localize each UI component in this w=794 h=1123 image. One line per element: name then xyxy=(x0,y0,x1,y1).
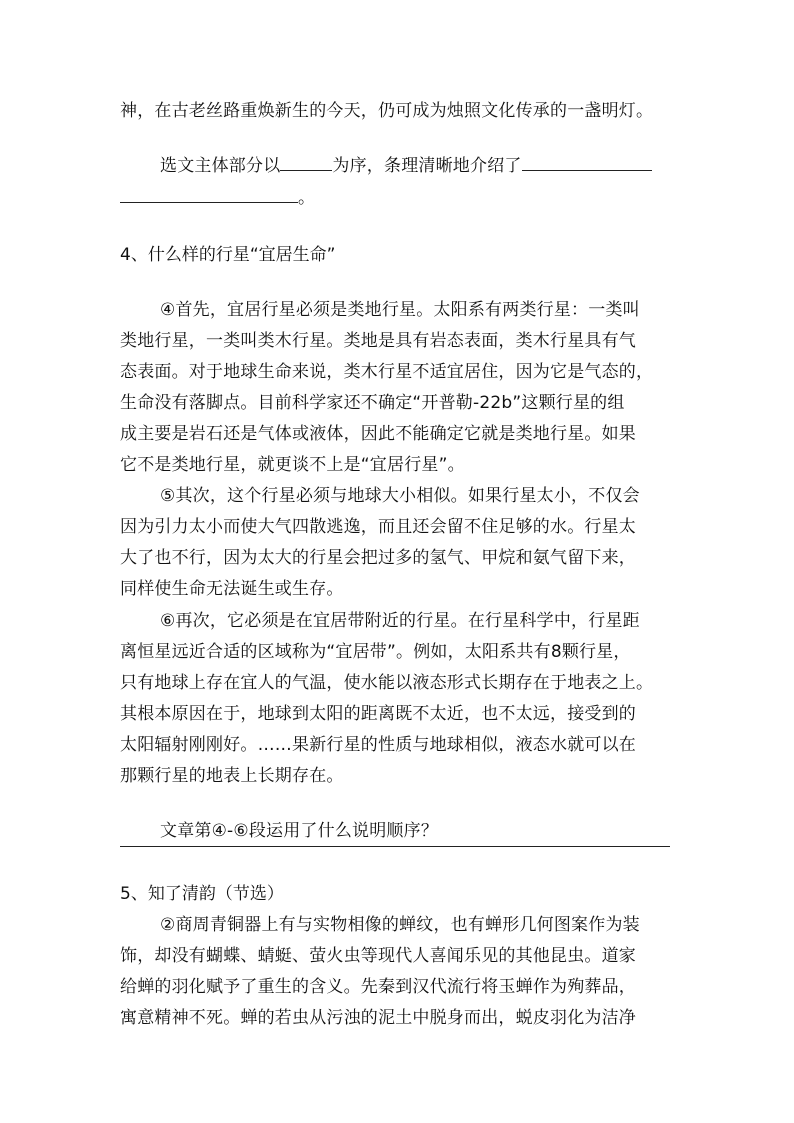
paragraph-line: 态表面。对于地球生命来说，类木行星不适宜居住，因为它是气态的， xyxy=(120,362,654,382)
paragraph-line: 因为引力太小而使大气四散逃逸，而且还会留不住足够的水。行星太 xyxy=(120,517,636,537)
question-end: 。 xyxy=(298,188,316,208)
paragraph-line: 离恒星远近合适的区域称为“宜居带”。例如，太阳系共有8颗行星， xyxy=(120,642,631,662)
paragraph-line: ②商周青铜器上有与实物相像的蝉纹，也有蝉形几何图案作为装 xyxy=(160,915,640,935)
paragraph-line: 生命没有落脚点。目前科学家还不确定“开普勒-22b”这颗行星的组 xyxy=(120,393,625,413)
answer-blank[interactable] xyxy=(280,154,332,171)
answer-blank[interactable] xyxy=(522,154,652,171)
paragraph-line: 它不是类地行星，就更谈不上是“宜居行星”。 xyxy=(120,455,465,475)
paragraph-line: 太阳辐射刚刚好。……果新行星的性质与地球相似，液态水就可以在 xyxy=(120,735,636,755)
paragraph-line: 其根本原因在于，地球到太阳的距离既不太近，也不太远，接受到的 xyxy=(120,704,636,724)
paragraph-line: 成主要是岩石还是气体或液体，因此不能确定它就是类地行星。如果 xyxy=(120,424,636,444)
fill-in-question xyxy=(160,154,652,178)
paragraph-line: 饰，却没有蝴蝶、蜻蜓、萤火虫等现代人喜闻乐见的其他昆虫。道家 xyxy=(120,946,636,966)
paragraph-line: 大了也不行，因为太大的行星会把过多的氢气、甲烷和氨气留下来， xyxy=(120,548,636,568)
paragraph-line: 给蝉的羽化赋予了重生的含义。先秦到汉代流行将玉蝉作为殉葬品， xyxy=(120,977,636,997)
section-heading: 4、什么样的行星“宜居生命” xyxy=(120,245,336,265)
paragraph-line: ④首先，宜居行星必须是类地行星。太阳系有两类行星：一类叫 xyxy=(160,300,640,320)
question-middle: 为序，条理清晰地介绍了 xyxy=(332,156,522,176)
fill-in-question-continued xyxy=(120,186,315,210)
paragraph-line: 寓意精神不死。蝉的若虫从污浊的泥土中脱身而出，蜕皮羽化为洁净 xyxy=(120,1008,636,1028)
answer-blank[interactable] xyxy=(120,186,298,203)
section-heading: 5、知了清韵（节选） xyxy=(120,884,284,904)
question-prefix: 选文主体部分以 xyxy=(160,156,281,176)
paragraph-line: 那颗行星的地表上长期存在。 xyxy=(120,766,344,786)
paragraph-line: ⑥再次，它必须是在宜居带附近的行星。在行星科学中，行星距 xyxy=(160,611,640,631)
paragraph-line: 只有地球上存在宜人的气温，使水能以液态形式长期存在于地表之上。 xyxy=(120,673,654,693)
answer-line[interactable] xyxy=(120,846,670,847)
paragraph-line: ⑤其次，这个行星必须与地球大小相似。如果行星太小，不仅会 xyxy=(160,486,640,506)
paragraph-line: 神，在古老丝路重焕新生的今天，仍可成为烛照文化传承的一盏明灯。 xyxy=(120,101,654,121)
paragraph-line: 同样使生命无法诞生或生存。 xyxy=(120,579,344,599)
question-text: 文章第④-⑥段运用了什么说明顺序？ xyxy=(160,821,439,841)
paragraph-line: 类地行星，一类叫类木行星。类地是具有岩态表面，类木行星具有气 xyxy=(120,331,636,351)
